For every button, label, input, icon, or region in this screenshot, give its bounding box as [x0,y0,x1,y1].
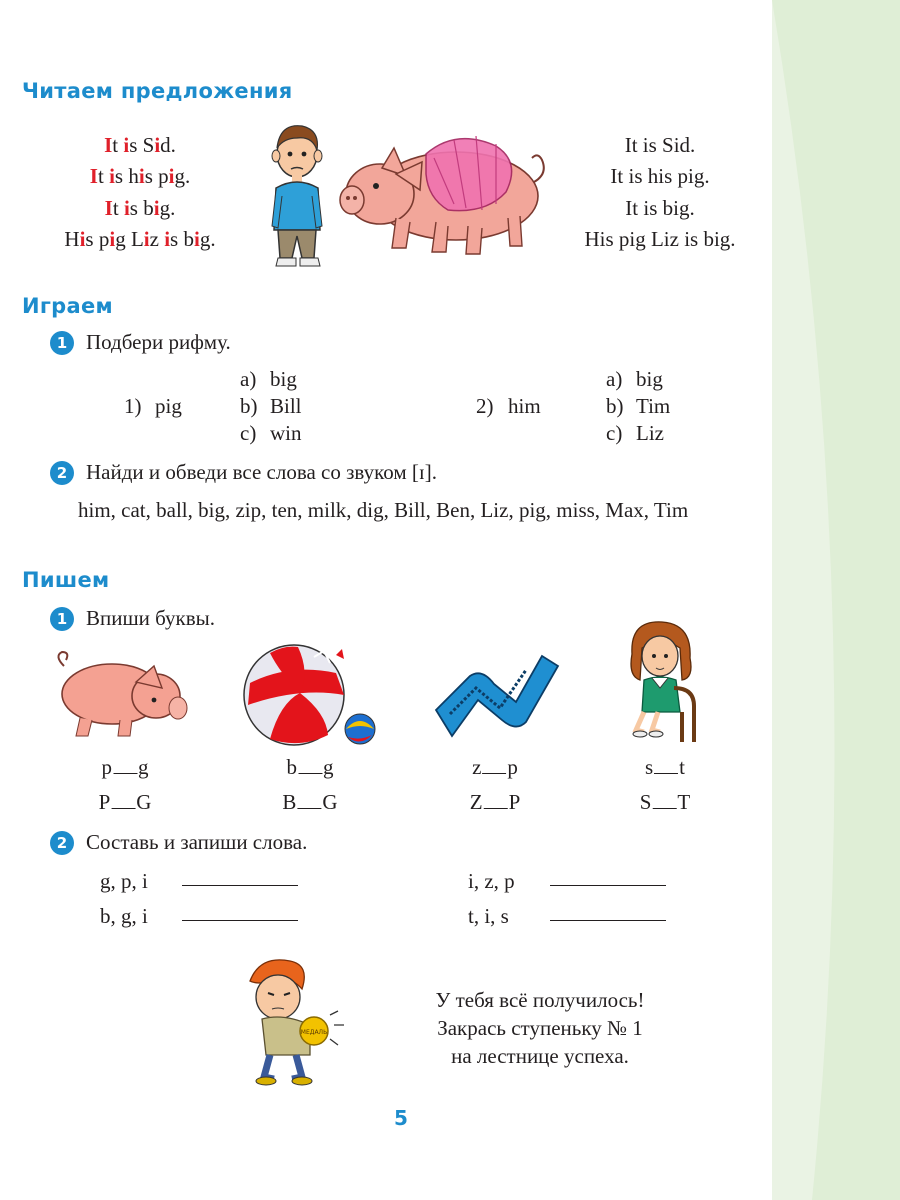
letter-blank[interactable] [297,794,321,809]
sentence-text: s b [129,196,154,220]
letter-start: p [101,755,112,779]
pig-liz-picture [336,118,548,273]
sentence-text: g. [159,196,176,220]
rhyme-group-label: 1) [124,394,142,418]
highlighted-letter: i [193,227,200,251]
letter-end: T [677,790,691,814]
sentence-text: z [149,227,165,251]
rhyme-option-word[interactable]: big [636,367,663,391]
rhyme-option-letter: a) [240,367,257,391]
sentence-text: t [97,164,110,188]
ball-picture [240,643,380,752]
write-heading: Пишем [22,568,110,592]
letter-pair-lower[interactable] [102,755,149,780]
letter-start: P [98,790,111,814]
highlighted-line [105,196,176,221]
highlighted-line [104,133,176,158]
letter-set: i, z, p [468,869,515,893]
compose-task-text: Составь и запиши слова. [86,830,308,854]
highlighted-letter: i [79,227,86,251]
highlighted-letter: i [109,164,115,188]
answer-line[interactable] [182,920,298,921]
letter-start: b [286,755,297,779]
highlighted-letter: I [104,133,113,157]
highlighted-letter: i [138,164,145,188]
sentence-text: g. [174,164,191,188]
rhyme-option-letter: c) [606,421,623,445]
letter-set: g, p, i [100,869,148,893]
letter-set: t, i, s [468,904,509,928]
letter-end: G [136,790,152,814]
rhyme-option-word[interactable]: win [270,421,302,445]
task-number-badge: 2 [50,831,74,855]
page-number: 5 [394,1106,408,1130]
rhyme-option-letter: b) [240,394,258,418]
reading-heading: Читаем предложения [22,79,293,103]
highlighted-line [64,227,215,252]
letter-end: P [508,790,521,814]
plain-line: It is big. [625,196,695,220]
letter-pair-lower[interactable] [472,755,518,780]
sound-task-text: Найди и обведи все слова со звуком [ɪ]. [86,460,437,484]
sentence-text: s p [85,227,110,251]
letter-blank[interactable] [482,759,506,774]
highlighted-letter: i [164,227,171,251]
rhyme-group-label: 2) [476,394,494,418]
task-number-badge: 1 [50,331,74,355]
letter-pair-upper[interactable] [470,790,521,815]
letter-start: S [639,790,652,814]
letter-end: g [323,755,334,779]
highlighted-letter: i [109,227,116,251]
rhyme-target-word: him [508,394,541,418]
sentence-text: s S [129,133,155,157]
highlighted-letter: i [123,196,130,220]
letter-end: G [322,790,338,814]
sit-picture [622,618,702,749]
highlighted-letter: I [89,164,98,188]
boy-with-medal-picture [240,955,356,1092]
letter-start: Z [469,790,483,814]
plain-line: It is Sid. [624,133,696,157]
letter-pair-upper[interactable] [99,790,152,815]
sentence-text: s p [144,164,169,188]
rhyme-task-text: Подбери рифму. [86,330,231,354]
plain-line: It is his pig. [610,164,710,188]
sentence-text: t [112,133,124,157]
task-number-badge: 1 [50,607,74,631]
congrats-line: Закрась ступеньку № 1 [437,1016,643,1040]
letter-start: z [472,755,482,779]
page-side-band [772,0,900,1200]
congrats-line: У тебя всё получилось! [435,988,645,1012]
boy-sid-picture [262,118,332,275]
sentence-text: t [112,196,124,220]
rhyme-option-word[interactable]: Liz [636,421,664,445]
letter-end: t [679,755,686,779]
sentence-text: d. [160,133,176,157]
plain-line: His pig Liz is big. [584,227,736,251]
letter-blank[interactable] [111,794,135,809]
task-number-badge: 2 [50,461,74,485]
letter-blank[interactable] [113,759,137,774]
letter-set: b, g, i [100,904,148,928]
rhyme-option-word[interactable]: big [270,367,297,391]
rhyme-option-letter: a) [606,367,623,391]
rhyme-option-word[interactable]: Bill [270,394,302,418]
sentence-text: s b [170,227,194,251]
answer-line[interactable] [550,885,666,886]
letter-blank[interactable] [652,794,676,809]
rhyme-option-letter: b) [606,394,624,418]
highlighted-letter: i [153,196,160,220]
letter-pair-lower[interactable] [645,755,685,780]
rhyme-option-letter: c) [240,421,257,445]
letter-blank[interactable] [484,794,508,809]
zip-picture [430,648,562,749]
letter-pair-upper[interactable] [282,790,337,815]
letter-start: s [644,755,654,779]
sentence-text: H [64,227,80,251]
answer-line[interactable] [550,920,666,921]
letter-end: g [138,755,149,779]
letter-start: B [282,790,297,814]
highlighted-letter: i [154,133,161,157]
answer-line[interactable] [182,885,298,886]
highlighted-letter: I [104,196,113,220]
congratulation-text [400,986,680,1070]
medal-text: МЕДАЛЬ [300,1029,328,1036]
letter-pair-lower[interactable] [287,755,334,780]
word-list[interactable]: him, cat, ball, big, zip, ten, milk, dig, Bill, Ben, Liz, pig, miss, Max, Tim [78,498,689,522]
letters-task-text: Впиши буквы. [86,606,216,630]
sentence-text: g L [115,227,144,251]
letter-blank[interactable] [654,759,678,774]
letter-blank[interactable] [298,759,322,774]
letter-end: p [507,755,518,779]
highlighted-letter: i [143,227,150,251]
sentence-text: g. [199,227,216,251]
sentence-text: s h [114,164,139,188]
highlighted-letter: i [123,133,130,157]
play-heading: Играем [22,294,113,318]
letter-pair-upper[interactable] [640,790,691,815]
rhyme-option-word[interactable]: Tim [636,394,671,418]
highlighted-letter: i [168,164,175,188]
highlighted-line [90,164,190,189]
pig-picture [50,648,192,745]
rhyme-target-word: pig [155,394,182,418]
congrats-line: на лестнице успеха. [451,1044,629,1068]
